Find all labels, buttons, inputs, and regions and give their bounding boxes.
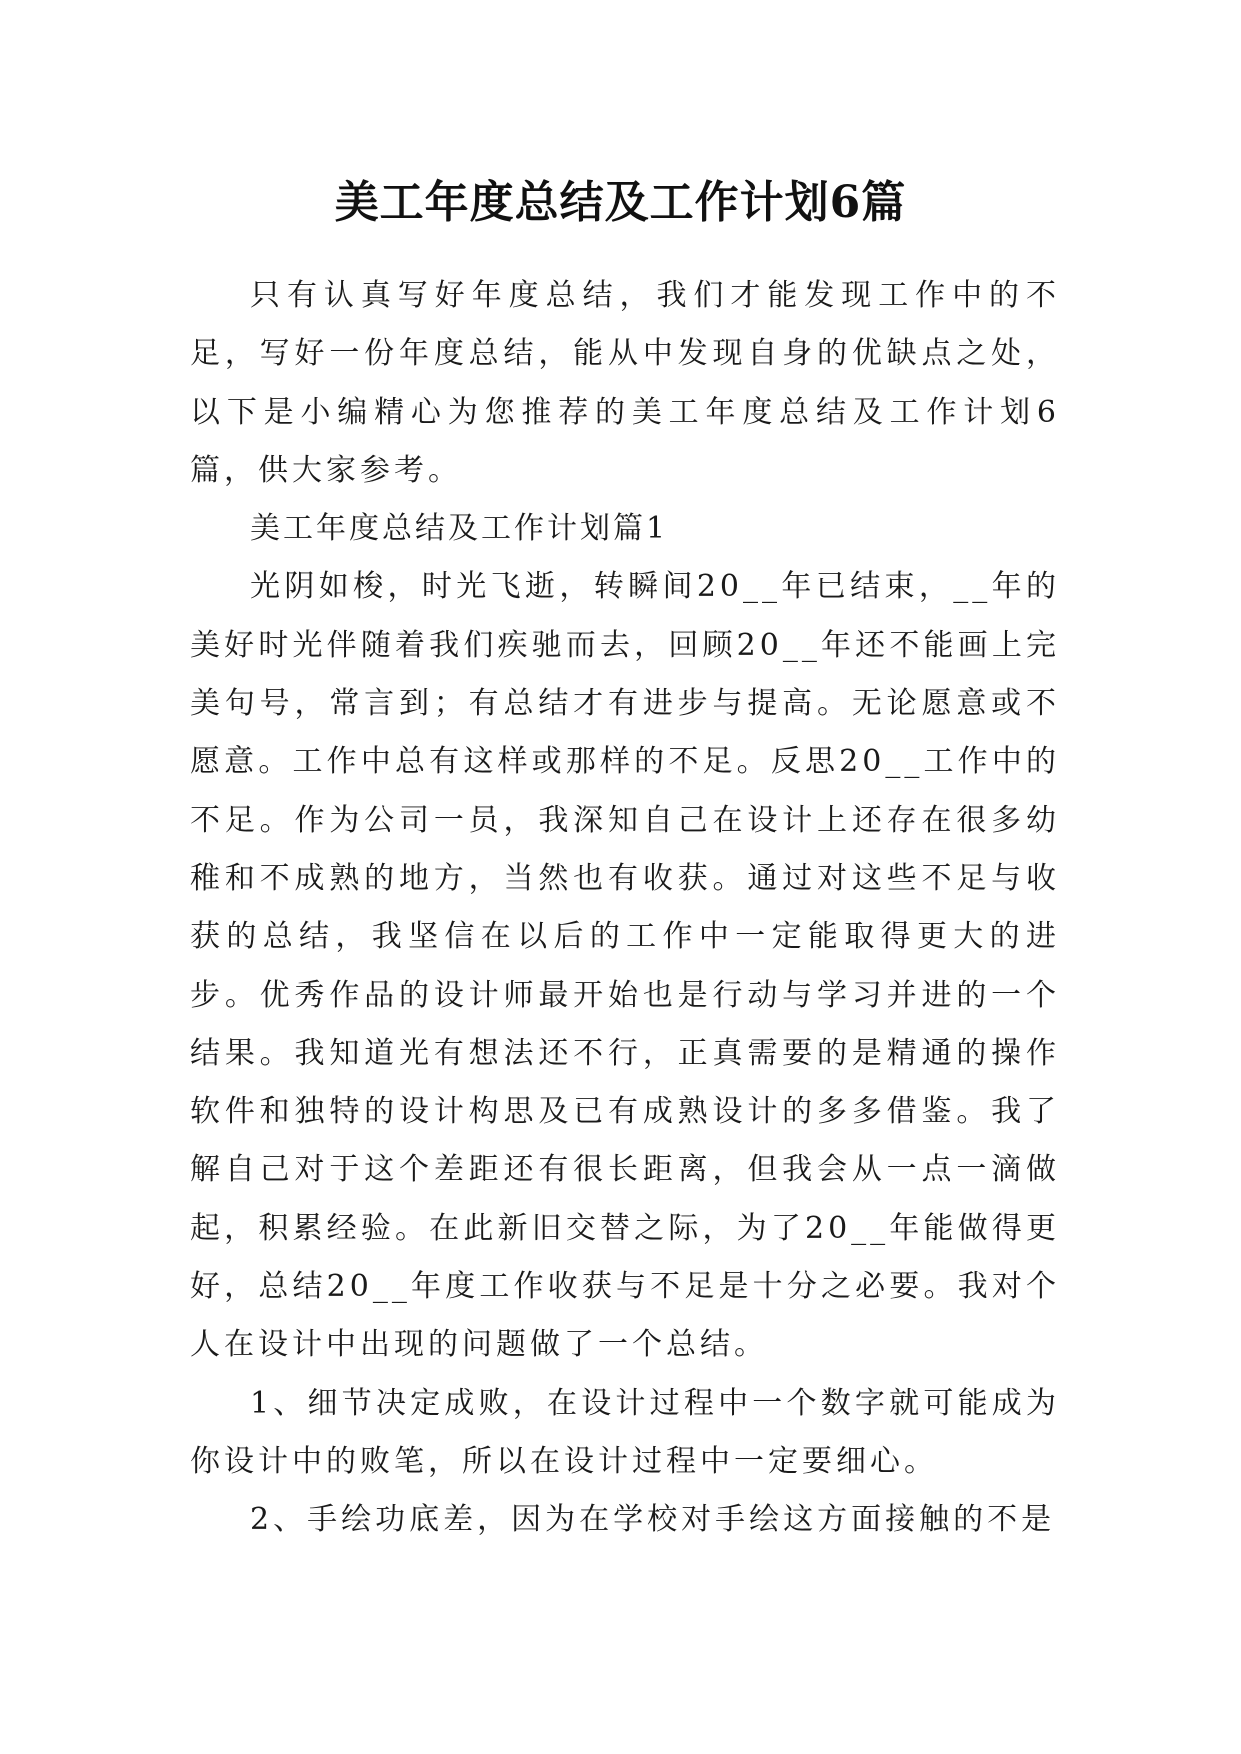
body-paragraph: 光阴如梭，时光飞逝，转瞬间20__年已结束，__年的美好时光伴随着我们疾驰而去，回顾20__年还不能画上完美句号，常言到；有总结才有进步与提高。无论愿意或不愿意。工作中总有这样或那样的不足。反思20__工作中的不足。作为公司一员，我深知自己在设计上还存在很多幼稚和不成熟的地方，当然也有收获。通过对这些不足与收获的总结，我坚信在以后的工作中一定能取得更大的进步。优秀作品的设计师最开始也是行动与学习并进的一个结果。我知道光有想法还不行，正真需要的是精通的操作软件和独特的设计构思及已有成熟设计的多多借鉴。我了解自己对于这个差距还有很长距离，但我会从一点一滴做起，积累经验。在此新旧交替之际，为了20__年能做得更好，总结20__年度工作收获与不足是十分之必要。我对个人在设计中出现的问题做了一个总结。 xyxy=(190,569,1060,1363)
list-item-2: 2、手绘功底差，因为在学校对手绘这方面接触的不是 xyxy=(250,1502,1056,1538)
intro-paragraph: 只有认真写好年度总结，我们才能发现工作中的不足，写好一份年度总结，能从中发现自身的优缺点之处，以下是小编精心为您推荐的美工年度总结及工作计划6篇，供大家参考。 xyxy=(190,278,1060,488)
section-heading: 美工年度总结及工作计划篇1 xyxy=(250,511,669,547)
document-body xyxy=(190,267,1060,1550)
document-title: 美工年度总结及工作计划6篇 xyxy=(334,177,907,229)
list-item-1: 1、细节决定成败，在设计过程中一个数字就可能成为你设计中的败笔，所以在设计过程中一定要细心。 xyxy=(190,1385,1060,1479)
